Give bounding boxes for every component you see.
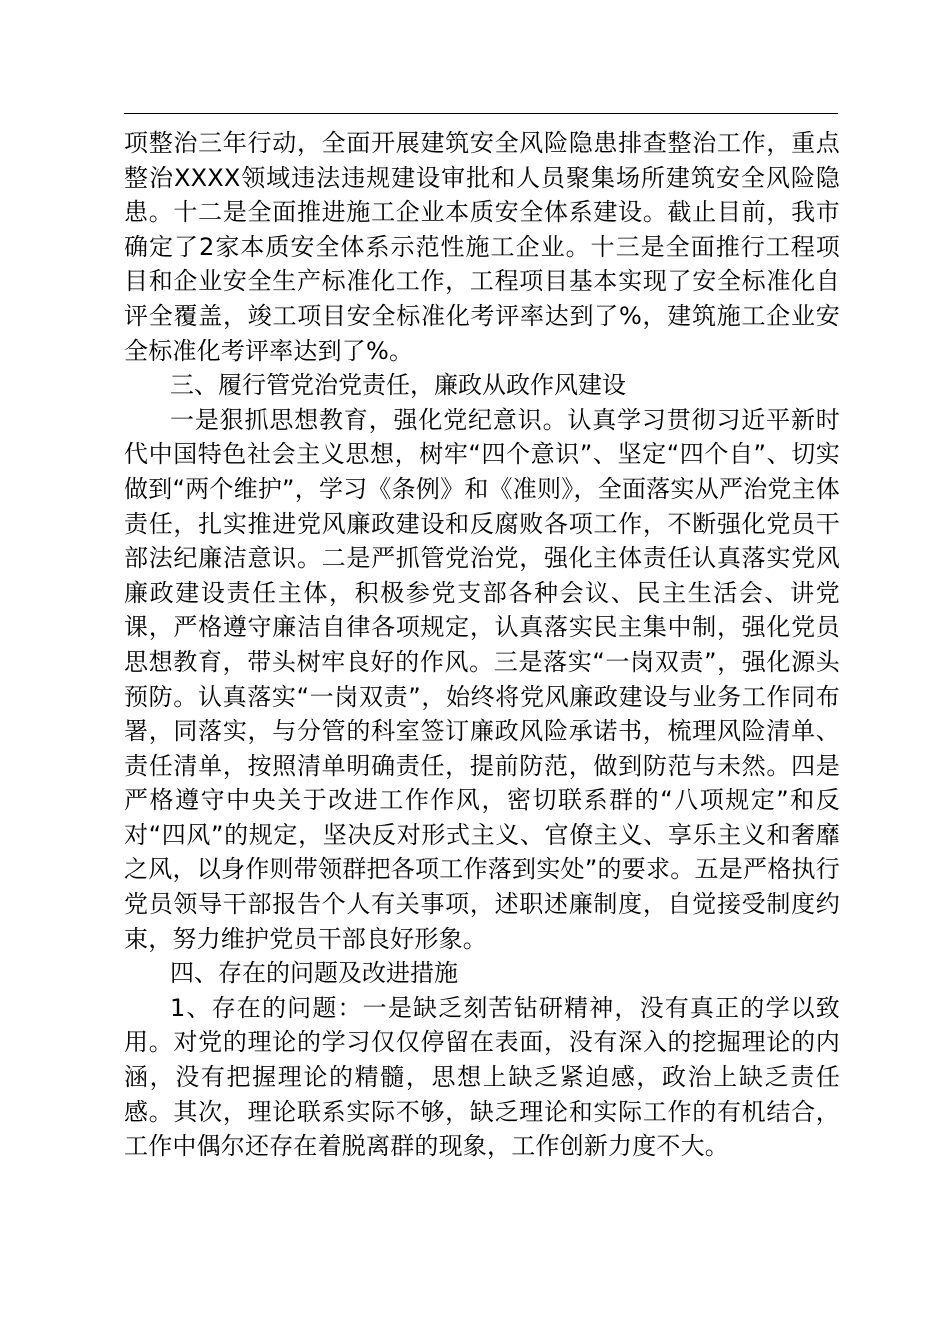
paragraph-party-discipline: 一是狠抓思想教育，强化党纪意识。认真学习贯彻习近平新时代中国特色社会主义思想，树牢“四个意识”、坚定“四个自”、切实做到“两个维护”，学习《条例》和《准则》，全面落实从严治党主体责任，扎实推进党风廉政建设和反腐败各项工作，不断强化党员干部法纪廉洁意识。二是严抓管党治党，强化主体责任认真落实党风廉政建设责任主体，积极参党支部各种会议、民主生活会、讲党课，严格遵守廉洁自律各项规定，认真落实民主集中制，强化党员思想教育，带头树牢良好的作风。三是落实“一岗双责”，强化源头预防。认真落实“一岗双责”，始终将党风廉政建设与业务工作同布署，同落实，与分管的科室签订廉政风险承诺书，梳理风险清单、责任清单，按照清单明确责任，提前防范，做到防范与未然。四是严格遵守中央关于改进工作作风，密切联系群的“八项规定”和反对“四风”的规定，坚决反对形式主义、官僚主义、享乐主义和奢靡之风，以身作则带领群把各项工作落到实处”的要求。五是严格执行党员领导干部报告个人有关事项，述职述廉制度，自觉接受制度约束，努力维护党员干部良好形象。 (124, 405, 840, 953)
document-body (124, 126, 840, 1164)
section-heading-three: 三、履行管党治党责任，廉政从政作风建设 (170, 371, 626, 400)
header-rule (124, 113, 838, 114)
paragraph-existing-problems: 1、存在的问题：一是缺乏刻苦钻研精神，没有真正的学以致用。对党的理论的学习仅仅停留在表面，没有深入的挖掘理论的内涵，没有把握理论的精髓，思想上缺乏紧迫感，政治上缺乏责任感。其次，理论联系实际不够，缺乏理论和实际工作的有机结合，工作中偶尔还存在着脱离群的现象，工作创新力度不大。 (124, 993, 840, 1161)
section-heading-four: 四、存在的问题及改进措施 (170, 959, 458, 988)
paragraph-continuation: 项整治三年行动，全面开展建筑安全风险隐患排查整治工作，重点整治XXXX领域违法违规建设审批和人员聚集场所建筑安全风险隐患。十二是全面推进施工企业本质安全体系建设。截止目前，我市确定了2家本质安全体系示范性施工企业。十三是全面推行工程项目和企业安全生产标准化工作，工程项目基本实现了安全标准化自评全覆盖，竣工项目安全标准化考评率达到了%，建筑施工企业安全标准化考评率达到了%。 (124, 129, 840, 365)
